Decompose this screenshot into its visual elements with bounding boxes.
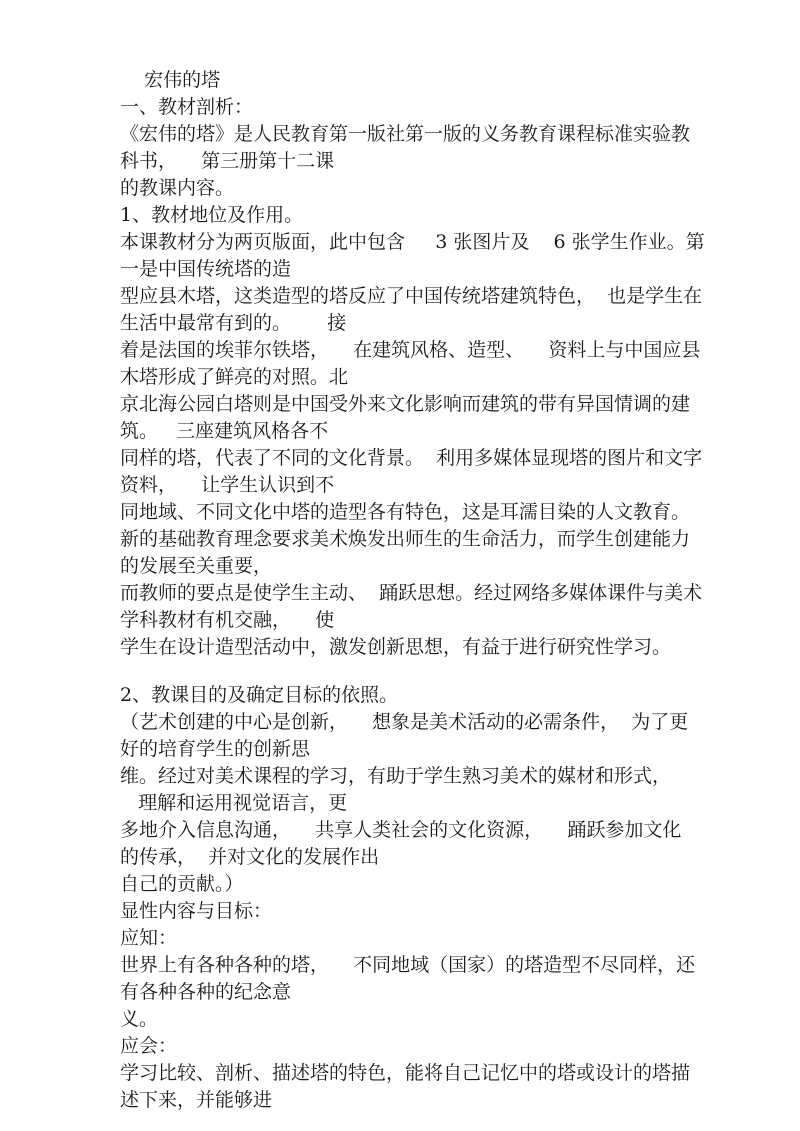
- text-line: 资料， 让学生认识到不: [120, 474, 335, 496]
- text-line: 新的基础教育理念要求美术焕发出师生的生命活力，而学生创建能力: [120, 528, 691, 550]
- text-line: 本课教材分为两页版面，此中包含 3 张图片及 6 张学生作业。第: [120, 231, 705, 253]
- text-line: 自己的贡献。）: [120, 873, 244, 895]
- text-line: 《宏伟的塔》是人民教育第一版社第一版的义务教育课程标准实验教: [120, 123, 691, 145]
- text-line: 好的培育学生的创新思: [120, 738, 311, 760]
- text-line: 的教课内容。: [120, 177, 235, 199]
- subsection-heading: 1、教材地位及作用。: [120, 204, 304, 226]
- subsection-heading: 2、教课目的及确定目标的依照。: [120, 684, 399, 706]
- text-line: 而教师的要点是使学生主动、 踊跃思想。经过网络多媒体课件与美术: [120, 582, 703, 604]
- text-line: 应会：: [120, 1035, 178, 1057]
- text-line: 京北海公园白塔则是中国受外来文化影响而建筑的带有异国情调的建: [120, 393, 691, 415]
- text-line: 学生在设计造型活动中，激发创新思想，有益于进行研究性学习。: [120, 636, 672, 658]
- text-line: 学习比较、剖析、描述塔的特色，能将自己记忆中的塔或设计的塔描: [120, 1062, 691, 1084]
- text-line: 筑。 三座建筑风格各不: [120, 420, 329, 442]
- text-line: 型应县木塔，这类造型的塔反应了中国传统塔建筑特色， 也是学生在: [120, 285, 703, 307]
- section-heading: 一、教材剖析：: [120, 96, 254, 118]
- document-title: 宏伟的塔: [120, 69, 221, 91]
- text-line: 显性内容与目标：: [120, 900, 273, 922]
- text-line: 同地域、不同文化中塔的造型各有特色，这是耳濡目染的人文教育。: [120, 501, 691, 523]
- text-line: 科书， 第三册第十二课: [120, 150, 335, 172]
- text-line: 世界上有各种各种的塔， 不同地域（国家）的塔造型不尽同样，还: [120, 954, 696, 976]
- text-line: 义。: [120, 1008, 159, 1030]
- text-line: 多地介入信息沟通， 共享人类社会的文化资源， 踊跃参加文化: [120, 819, 682, 841]
- text-line: （艺术创建的中心是创新， 想象是美术活动的必需条件， 为了更: [120, 711, 689, 733]
- text-line: 生活中最常有到的。 接: [120, 312, 347, 334]
- text-line: 学科教材有机交融， 使: [120, 609, 335, 631]
- text-line: 应知：: [120, 927, 178, 949]
- text-line: 的传承， 并对文化的发展作出: [120, 846, 380, 868]
- text-line: 有各种各种的纪念意: [120, 981, 292, 1003]
- text-line: 同样的塔，代表了不同的文化背景。 利用多媒体显现塔的图片和文字: [120, 447, 703, 469]
- text-line: 述下来，并能够进: [120, 1089, 273, 1111]
- text-line: 的发展至关重要，: [120, 555, 273, 577]
- text-line: 木塔形成了鲜亮的对照。北: [120, 366, 349, 388]
- text-line: 一是中国传统塔的造: [120, 258, 292, 280]
- text-line: 着是法国的埃菲尔铁塔， 在建筑风格、造型、 资料上与中国应县: [120, 339, 701, 361]
- text-line: 维。经过对美术课程的学习，有助于学生熟习美术的媒材和形式，: [120, 765, 672, 787]
- text-line: 理解和运用视觉语言，更: [120, 792, 348, 814]
